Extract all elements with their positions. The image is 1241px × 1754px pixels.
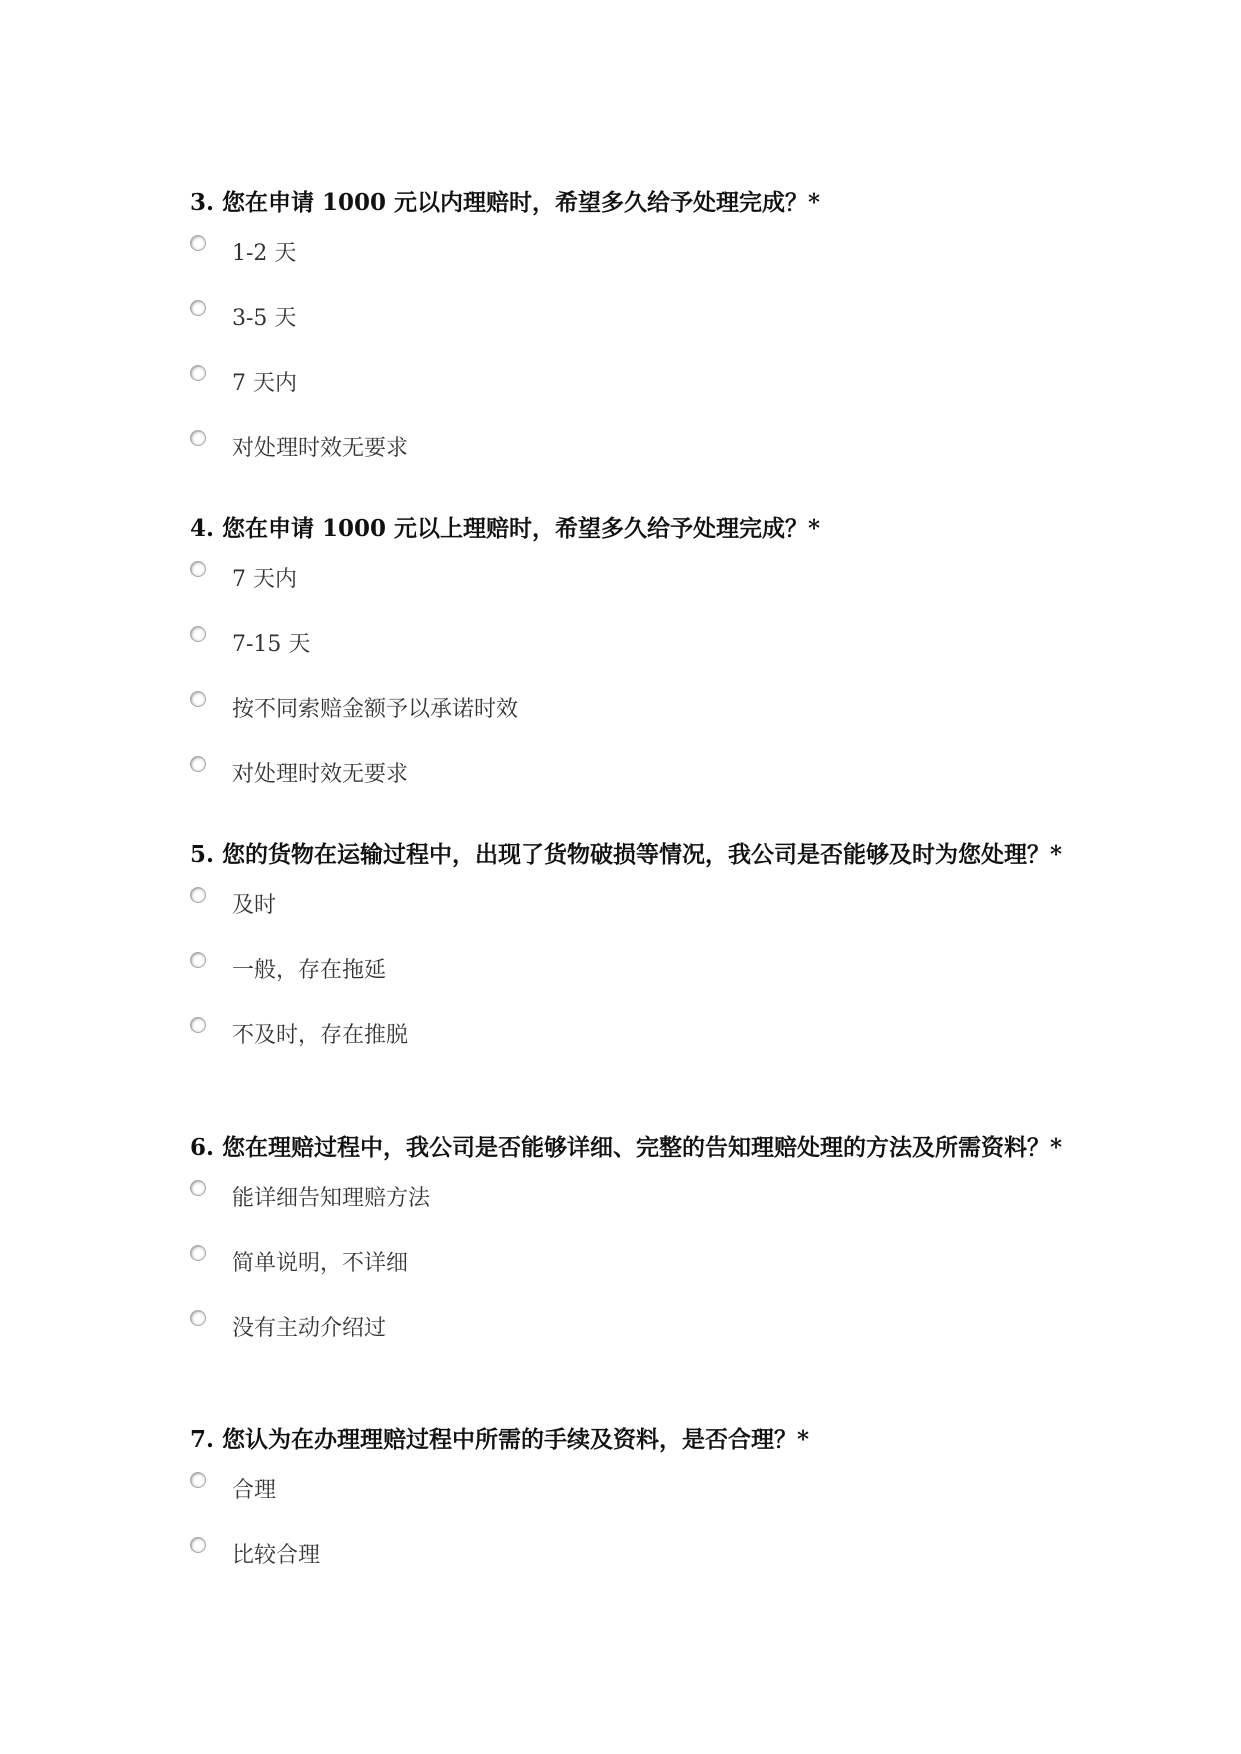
radio-button[interactable] — [190, 691, 206, 707]
question-5 — [190, 838, 1090, 1082]
radio-button[interactable] — [190, 365, 206, 381]
options-group — [190, 235, 1090, 495]
options-group — [190, 1180, 1090, 1375]
radio-button[interactable] — [190, 430, 206, 446]
option-item[interactable] — [190, 561, 1090, 626]
option-item[interactable] — [190, 756, 1090, 821]
option-label: 合理 — [232, 1478, 277, 1503]
question-title: 3. 您在申请 1000 元以内理赔时，希望多久给予处理完成？* — [190, 189, 821, 216]
option-label: 不及时，存在推脱 — [232, 1023, 409, 1048]
option-item[interactable] — [190, 235, 1090, 300]
option-item[interactable] — [190, 691, 1090, 756]
option-item[interactable] — [190, 1310, 1090, 1375]
question-title: 6. 您在理赔过程中，我公司是否能够详细、完整的告知理赔处理的方法及所需资料？* — [190, 1134, 1063, 1161]
option-label: 简单说明，不详细 — [232, 1251, 409, 1276]
option-item[interactable] — [190, 626, 1090, 691]
radio-button[interactable] — [190, 1472, 206, 1488]
radio-button[interactable] — [190, 300, 206, 316]
option-item[interactable] — [190, 365, 1090, 430]
radio-button[interactable] — [190, 626, 206, 642]
option-label: 1-2 天 — [232, 241, 297, 266]
option-label: 按不同索赔金额予以承诺时效 — [232, 697, 519, 722]
option-label: 比较合理 — [232, 1543, 321, 1568]
question-title: 5. 您的货物在运输过程中，出现了货物破损等情况，我公司是否能够及时为您处理？* — [190, 841, 1063, 868]
option-item[interactable] — [190, 952, 1090, 1017]
radio-button[interactable] — [190, 1310, 206, 1326]
option-label: 3-5 天 — [232, 306, 297, 331]
radio-button[interactable] — [190, 756, 206, 772]
required-marker: * — [808, 189, 821, 216]
option-item[interactable] — [190, 887, 1090, 952]
option-label: 7-15 天 — [232, 632, 311, 657]
question-6 — [190, 1131, 1090, 1375]
option-label: 及时 — [232, 893, 277, 918]
radio-button[interactable] — [190, 561, 206, 577]
option-item[interactable] — [190, 1537, 1090, 1602]
question-7 — [190, 1423, 1090, 1602]
radio-button[interactable] — [190, 1245, 206, 1261]
option-item[interactable] — [190, 1180, 1090, 1245]
option-label: 没有主动介绍过 — [232, 1316, 387, 1341]
option-label: 7 天内 — [232, 371, 297, 396]
option-label: 对处理时效无要求 — [232, 762, 409, 787]
question-4 — [190, 512, 1090, 821]
options-group — [190, 887, 1090, 1082]
radio-button[interactable] — [190, 1017, 206, 1033]
required-marker: * — [1050, 841, 1063, 868]
options-group — [190, 561, 1090, 821]
radio-button[interactable] — [190, 1180, 206, 1196]
option-item[interactable] — [190, 1017, 1090, 1082]
required-marker: * — [1050, 1134, 1063, 1161]
required-marker: * — [808, 515, 821, 542]
question-3 — [190, 186, 1090, 495]
required-marker: * — [797, 1426, 810, 1453]
radio-button[interactable] — [190, 1537, 206, 1553]
option-label: 一般，存在拖延 — [232, 958, 387, 983]
question-title: 7. 您认为在办理理赔过程中所需的手续及资料，是否合理？* — [190, 1426, 810, 1453]
radio-button[interactable] — [190, 952, 206, 968]
question-title: 4. 您在申请 1000 元以上理赔时，希望多久给予处理完成？* — [190, 515, 821, 542]
option-label: 能详细告知理赔方法 — [232, 1186, 431, 1211]
radio-button[interactable] — [190, 887, 206, 903]
option-item[interactable] — [190, 430, 1090, 495]
option-item[interactable] — [190, 300, 1090, 365]
radio-button[interactable] — [190, 235, 206, 251]
option-label: 7 天内 — [232, 567, 297, 592]
option-item[interactable] — [190, 1472, 1090, 1537]
options-group — [190, 1472, 1090, 1602]
option-item[interactable] — [190, 1245, 1090, 1310]
option-label: 对处理时效无要求 — [232, 436, 409, 461]
